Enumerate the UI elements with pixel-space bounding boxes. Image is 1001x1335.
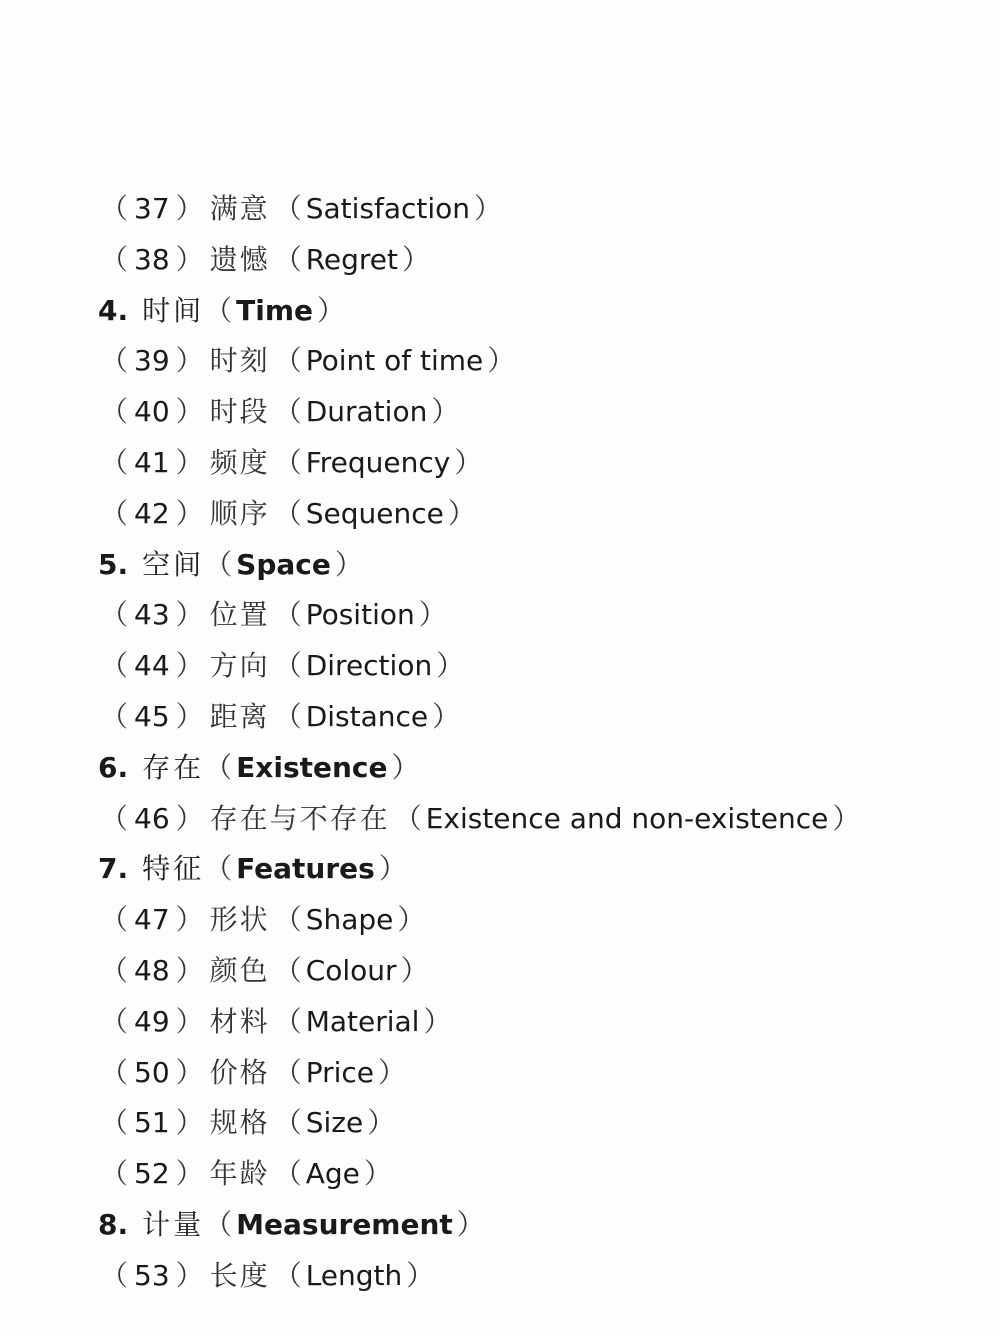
- item-label-zh: 时刻: [209, 344, 270, 378]
- item-label-en: Colour: [305, 953, 397, 987]
- open-paren: （: [273, 395, 302, 429]
- open-paren: （: [100, 1106, 129, 1140]
- close-paren: ）: [175, 1106, 204, 1140]
- open-paren: （: [100, 649, 129, 683]
- section-title-en: Time: [236, 293, 314, 327]
- document-body: [0, 184, 1001, 1302]
- section-title-zh: 时间: [142, 293, 205, 327]
- item-number: 45: [134, 699, 170, 733]
- list-item: [0, 438, 1001, 489]
- close-paren: ）: [175, 242, 204, 276]
- close-paren: ）: [175, 649, 204, 683]
- close-paren: ）: [487, 344, 516, 378]
- list-item: [0, 184, 1001, 235]
- list-item: [0, 1251, 1001, 1302]
- item-number: 38: [134, 242, 170, 276]
- open-paren: （: [273, 344, 302, 378]
- item-label-en: Frequency: [305, 445, 451, 479]
- open-paren: （: [204, 1207, 233, 1241]
- item-label-en: Price: [305, 1055, 375, 1089]
- close-paren: ）: [175, 192, 204, 225]
- close-paren: ）: [406, 1258, 435, 1292]
- open-paren: （: [273, 1258, 302, 1292]
- item-number: 47: [134, 903, 170, 937]
- item-label-zh: 长度: [209, 1258, 270, 1292]
- open-paren: （: [273, 1157, 302, 1191]
- list-item: [0, 336, 1001, 387]
- item-label-en: Existence and non-existence: [425, 801, 829, 835]
- open-paren: （: [100, 598, 129, 632]
- item-label-en: Size: [305, 1106, 364, 1140]
- close-paren: ）: [175, 903, 204, 937]
- item-label-en: Direction: [305, 649, 433, 683]
- list-item: [0, 1048, 1001, 1099]
- open-paren: （: [100, 496, 129, 530]
- open-paren: （: [393, 801, 422, 835]
- item-number: 52: [134, 1157, 170, 1191]
- open-paren: （: [100, 1055, 129, 1089]
- item-number: 46: [134, 801, 170, 835]
- item-number: 49: [134, 1004, 170, 1038]
- item-label-zh: 顺序: [209, 496, 270, 530]
- section-heading: [0, 743, 1001, 794]
- close-paren: ）: [832, 801, 861, 835]
- item-label-zh: 形状: [209, 903, 270, 937]
- list-item: [0, 590, 1001, 641]
- section-heading: [0, 844, 1001, 895]
- open-paren: （: [204, 750, 233, 784]
- close-paren: ）: [367, 1106, 396, 1140]
- close-paren: ）: [436, 649, 465, 683]
- item-label-en: Duration: [305, 395, 428, 429]
- item-number: 51: [134, 1106, 170, 1140]
- open-paren: （: [273, 445, 302, 479]
- close-paren: ）: [363, 1157, 392, 1191]
- item-label-zh: 满意: [209, 192, 270, 225]
- item-number: 40: [134, 395, 170, 429]
- close-paren: ）: [432, 699, 461, 733]
- open-paren: （: [100, 192, 129, 225]
- item-number: 41: [134, 445, 170, 479]
- close-paren: ）: [456, 1207, 485, 1241]
- section-number: 8.: [98, 1207, 129, 1241]
- close-paren: ）: [175, 1258, 204, 1292]
- open-paren: （: [273, 1055, 302, 1089]
- item-label-zh: 颜色: [209, 953, 270, 987]
- section-title-en: Measurement: [236, 1207, 453, 1241]
- open-paren: （: [273, 242, 302, 276]
- open-paren: （: [273, 496, 302, 530]
- open-paren: （: [273, 192, 302, 225]
- item-label-zh: 时段: [209, 395, 270, 429]
- item-number: 53: [134, 1258, 170, 1292]
- section-title-en: Existence: [236, 750, 388, 784]
- close-paren: ）: [317, 293, 346, 327]
- section-title-zh: 存在: [142, 750, 205, 784]
- item-label-zh: 价格: [209, 1055, 270, 1089]
- item-label-en: Length: [305, 1258, 403, 1292]
- item-label-en: Sequence: [305, 496, 444, 530]
- open-paren: （: [204, 852, 233, 886]
- section-title-en: Features: [236, 852, 375, 886]
- open-paren: （: [100, 1258, 129, 1292]
- close-paren: ）: [175, 1004, 204, 1038]
- open-paren: （: [273, 1106, 302, 1140]
- close-paren: ）: [175, 445, 204, 479]
- section-title-zh: 特征: [142, 852, 205, 886]
- list-item: [0, 235, 1001, 286]
- open-paren: （: [100, 801, 129, 835]
- open-paren: （: [100, 953, 129, 987]
- open-paren: （: [100, 395, 129, 429]
- open-paren: （: [100, 445, 129, 479]
- close-paren: ）: [454, 445, 483, 479]
- item-label-en: Regret: [305, 242, 399, 276]
- list-item: [0, 387, 1001, 438]
- section-title-zh: 空间: [142, 547, 205, 581]
- close-paren: ）: [175, 1055, 204, 1089]
- open-paren: （: [100, 242, 129, 276]
- close-paren: ）: [447, 496, 476, 530]
- open-paren: （: [273, 598, 302, 632]
- item-label-en: Position: [305, 598, 415, 632]
- item-label-zh: 年龄: [209, 1157, 270, 1191]
- list-item: [0, 946, 1001, 997]
- open-paren: （: [100, 1004, 129, 1038]
- close-paren: ）: [175, 395, 204, 429]
- list-item: [0, 1149, 1001, 1200]
- section-title-en: Space: [236, 547, 331, 581]
- section-number: 5.: [98, 547, 129, 581]
- section-number: 6.: [98, 750, 129, 784]
- close-paren: ）: [474, 192, 503, 225]
- open-paren: （: [204, 547, 233, 581]
- list-item: [0, 997, 1001, 1048]
- close-paren: ）: [378, 1055, 407, 1089]
- item-label-zh: 频度: [209, 445, 270, 479]
- list-item: [0, 641, 1001, 692]
- open-paren: （: [100, 344, 129, 378]
- open-paren: （: [100, 1157, 129, 1191]
- close-paren: ）: [334, 547, 363, 581]
- item-label-en: Satisfaction: [305, 192, 471, 225]
- close-paren: ）: [175, 953, 204, 987]
- item-label-en: Point of time: [305, 344, 484, 378]
- list-item: [0, 692, 1001, 743]
- section-number: 7.: [98, 852, 129, 886]
- close-paren: ）: [378, 852, 407, 886]
- item-label-en: Age: [305, 1157, 360, 1191]
- section-heading: [0, 286, 1001, 337]
- section-title-zh: 计量: [142, 1207, 205, 1241]
- open-paren: （: [204, 293, 233, 327]
- close-paren: ）: [402, 242, 431, 276]
- item-number: 44: [134, 649, 170, 683]
- close-paren: ）: [175, 344, 204, 378]
- section-heading: [0, 540, 1001, 591]
- section-number: 4.: [98, 293, 129, 327]
- close-paren: ）: [400, 953, 429, 987]
- open-paren: （: [273, 903, 302, 937]
- close-paren: ）: [175, 801, 204, 835]
- item-label-zh: 距离: [209, 699, 270, 733]
- list-item: [0, 895, 1001, 946]
- item-number: 37: [134, 192, 170, 225]
- item-label-zh: 方向: [209, 649, 270, 683]
- close-paren: ）: [397, 903, 426, 937]
- item-label-zh: 位置: [209, 598, 270, 632]
- close-paren: ）: [175, 1157, 204, 1191]
- open-paren: （: [100, 903, 129, 937]
- open-paren: （: [100, 699, 129, 733]
- item-label-en: Shape: [305, 903, 394, 937]
- close-paren: ）: [423, 1004, 452, 1038]
- list-item: [0, 1098, 1001, 1149]
- item-number: 39: [134, 344, 170, 378]
- item-number: 48: [134, 953, 170, 987]
- open-paren: （: [273, 953, 302, 987]
- item-label-en: Material: [305, 1004, 420, 1038]
- item-label-zh: 遗憾: [209, 242, 270, 276]
- item-label-zh: 材料: [209, 1004, 270, 1038]
- item-number: 42: [134, 496, 170, 530]
- close-paren: ）: [431, 395, 460, 429]
- open-paren: （: [273, 699, 302, 733]
- item-label-zh: 存在与不存在: [209, 801, 390, 835]
- close-paren: ）: [391, 750, 420, 784]
- list-item: [0, 489, 1001, 540]
- open-paren: （: [273, 649, 302, 683]
- list-item: [0, 794, 1001, 845]
- item-number: 43: [134, 598, 170, 632]
- section-heading: [0, 1200, 1001, 1251]
- item-label-zh: 规格: [209, 1106, 270, 1140]
- item-number: 50: [134, 1055, 170, 1089]
- close-paren: ）: [175, 496, 204, 530]
- close-paren: ）: [175, 699, 204, 733]
- item-label-en: Distance: [305, 699, 429, 733]
- close-paren: ）: [418, 598, 447, 632]
- close-paren: ）: [175, 598, 204, 632]
- open-paren: （: [273, 1004, 302, 1038]
